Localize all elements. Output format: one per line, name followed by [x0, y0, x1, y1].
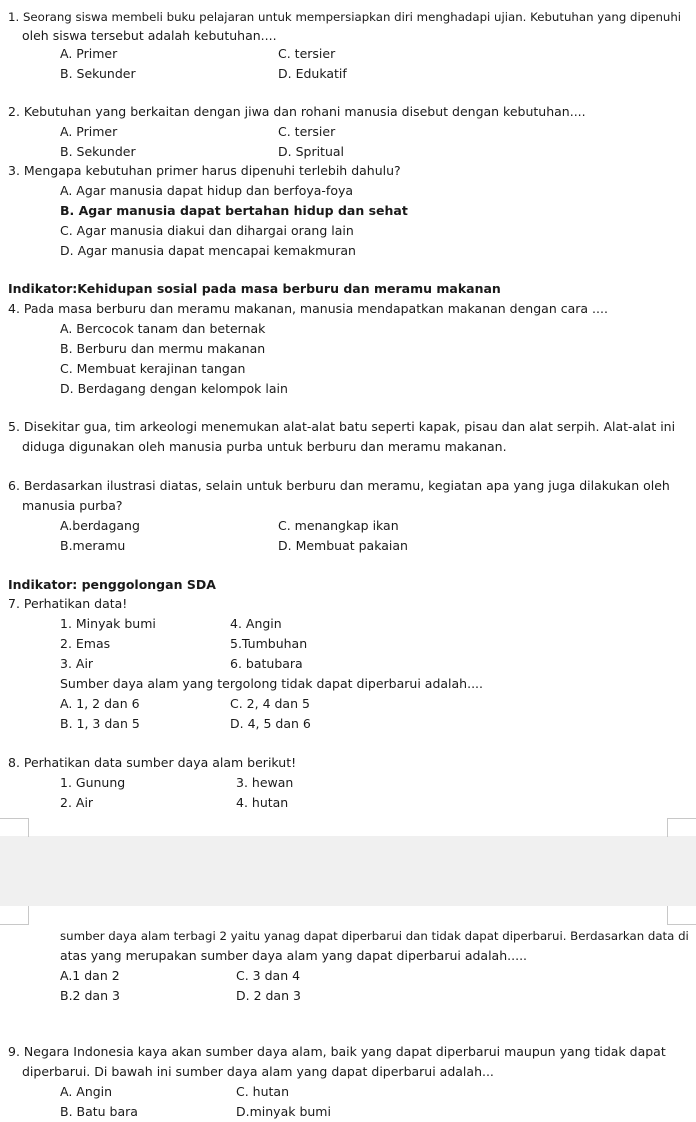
- q7-question: Sumber daya alam yang tergolong tidak dapat diperbarui adalah....: [60, 676, 483, 691]
- q8-data-3: 3. hewan: [236, 775, 294, 790]
- q7-data-6: 6. batubara: [230, 656, 303, 671]
- q2-option-d: D. Spritual: [278, 144, 345, 159]
- q2-option-b: B. Sekunder: [60, 144, 136, 159]
- q7-data-5: 5.Tumbuhan: [230, 636, 308, 651]
- page-corner-mark: [667, 906, 696, 925]
- q4-stem: 4. Pada masa berburu dan meramu makanan, manusia mendapatkan makanan dengan cara ....: [8, 301, 608, 316]
- q3-option-c: C. Agar manusia diakui dan dihargai orang lain: [60, 223, 354, 238]
- q6-stem-line1: 6. Berdasarkan ilustrasi diatas, selain untuk berburu dan meramu, kegiatan apa yang juga dilakukan oleh: [8, 478, 670, 493]
- q6-stem-line2: manusia purba?: [22, 498, 123, 513]
- q8-data-2: 2. Air: [60, 795, 94, 810]
- q8-option-c: C. 3 dan 4: [236, 968, 301, 983]
- q7-data-1: 1. Minyak bumi: [60, 616, 156, 631]
- q3-option-d: D. Agar manusia dapat mencapai kemakmuran: [60, 243, 356, 258]
- q9-option-d: D.minyak bumi: [236, 1104, 331, 1119]
- q7-data-4: 4. Angin: [230, 616, 282, 631]
- q6-option-c: C. menangkap ikan: [278, 518, 399, 533]
- q8-data-4: 4. hutan: [236, 795, 289, 810]
- indikator-heading-1: Indikator:Kehidupan sosial pada masa berburu dan meramu makanan: [8, 281, 501, 296]
- q1-option-d: D. Edukatif: [278, 66, 347, 81]
- q5-stem-line1: 5. Disekitar gua, tim arkeologi menemukan alat-alat batu seperti kapak, pisau dan alat serpih. Alat-alat ini: [8, 419, 676, 434]
- page-corner-mark: [667, 818, 696, 837]
- q9-stem-line2: diperbarui. Di bawah ini sumber daya alam yang dapat diperbarui adalah...: [22, 1064, 494, 1079]
- q3-option-a: A. Agar manusia dapat hidup dan berfoya-foya: [60, 183, 354, 198]
- q9-stem-line1: 9. Negara Indonesia kaya akan sumber daya alam, baik yang dapat diperbarui maupun yang tidak dapat: [8, 1044, 666, 1059]
- q8-question-line1: sumber daya alam terbagi 2 yaitu yanag dapat diperbarui dan tidak dapat diperbarui. Berdasarkan data di: [60, 929, 689, 943]
- q6-option-b: B.meramu: [60, 538, 126, 553]
- q9-option-a: A. Angin: [60, 1084, 113, 1099]
- q1-option-a: A. Primer: [60, 46, 118, 61]
- q1-stem-line2: oleh siswa tersebut adalah kebutuhan....: [22, 28, 277, 43]
- q8-question-line2: atas yang merupakan sumber daya alam yang dapat diperbarui adalah.....: [60, 948, 528, 963]
- q8-option-d: D. 2 dan 3: [236, 988, 301, 1003]
- indikator-heading-2: Indikator: penggolongan SDA: [8, 577, 216, 592]
- q7-data-3: 3. Air: [60, 656, 94, 671]
- page-separator: [0, 836, 696, 906]
- q6-option-d: D. Membuat pakaian: [278, 538, 408, 553]
- q1-stem-line1: 1. Seorang siswa membeli buku pelajaran untuk mempersiapkan diri menghadapi ujian. Kebutuhan yang dipenuhi: [8, 10, 682, 24]
- q8-stem: 8. Perhatikan data sumber daya alam berikut!: [8, 755, 297, 770]
- q8-option-a: A.1 dan 2: [60, 968, 120, 983]
- q5-stem-line2: diduga digunakan oleh manusia purba untuk berburu dan meramu makanan.: [22, 439, 507, 454]
- q7-option-b: B. 1, 3 dan 5: [60, 716, 140, 731]
- q9-option-c: C. hutan: [236, 1084, 290, 1099]
- q2-stem: 2. Kebutuhan yang berkaitan dengan jiwa dan rohani manusia disebut dengan kebutuhan....: [8, 104, 586, 119]
- q4-option-a: A. Bercocok tanam dan beternak: [60, 321, 266, 336]
- page-corner-mark: [0, 906, 29, 925]
- page-2: [0, 906, 696, 1122]
- q7-option-a: A. 1, 2 dan 6: [60, 696, 140, 711]
- q6-option-a: A.berdagang: [60, 518, 140, 533]
- q2-option-c: C. tersier: [278, 124, 336, 139]
- q7-option-c: C. 2, 4 dan 5: [230, 696, 310, 711]
- q1-option-c: C. tersier: [278, 46, 336, 61]
- q1-option-b: B. Sekunder: [60, 66, 136, 81]
- q7-data-2: 2. Emas: [60, 636, 111, 651]
- q8-option-b: B.2 dan 3: [60, 988, 120, 1003]
- q4-option-b: B. Berburu dan mermu makanan: [60, 341, 266, 356]
- q4-option-d: D. Berdagang dengan kelompok lain: [60, 381, 288, 396]
- q4-option-c: C. Membuat kerajinan tangan: [60, 361, 246, 376]
- q7-option-d: D. 4, 5 dan 6: [230, 716, 311, 731]
- q8-data-1: 1. Gunung: [60, 775, 126, 790]
- page-corner-mark: [0, 818, 29, 837]
- q3-option-b: B. Agar manusia dapat bertahan hidup dan sehat: [60, 203, 408, 218]
- q3-stem: 3. Mengapa kebutuhan primer harus dipenuhi terlebih dahulu?: [8, 163, 401, 178]
- q9-option-b: B. Batu bara: [60, 1104, 138, 1119]
- q2-option-a: A. Primer: [60, 124, 118, 139]
- q7-stem: 7. Perhatikan data!: [8, 596, 128, 611]
